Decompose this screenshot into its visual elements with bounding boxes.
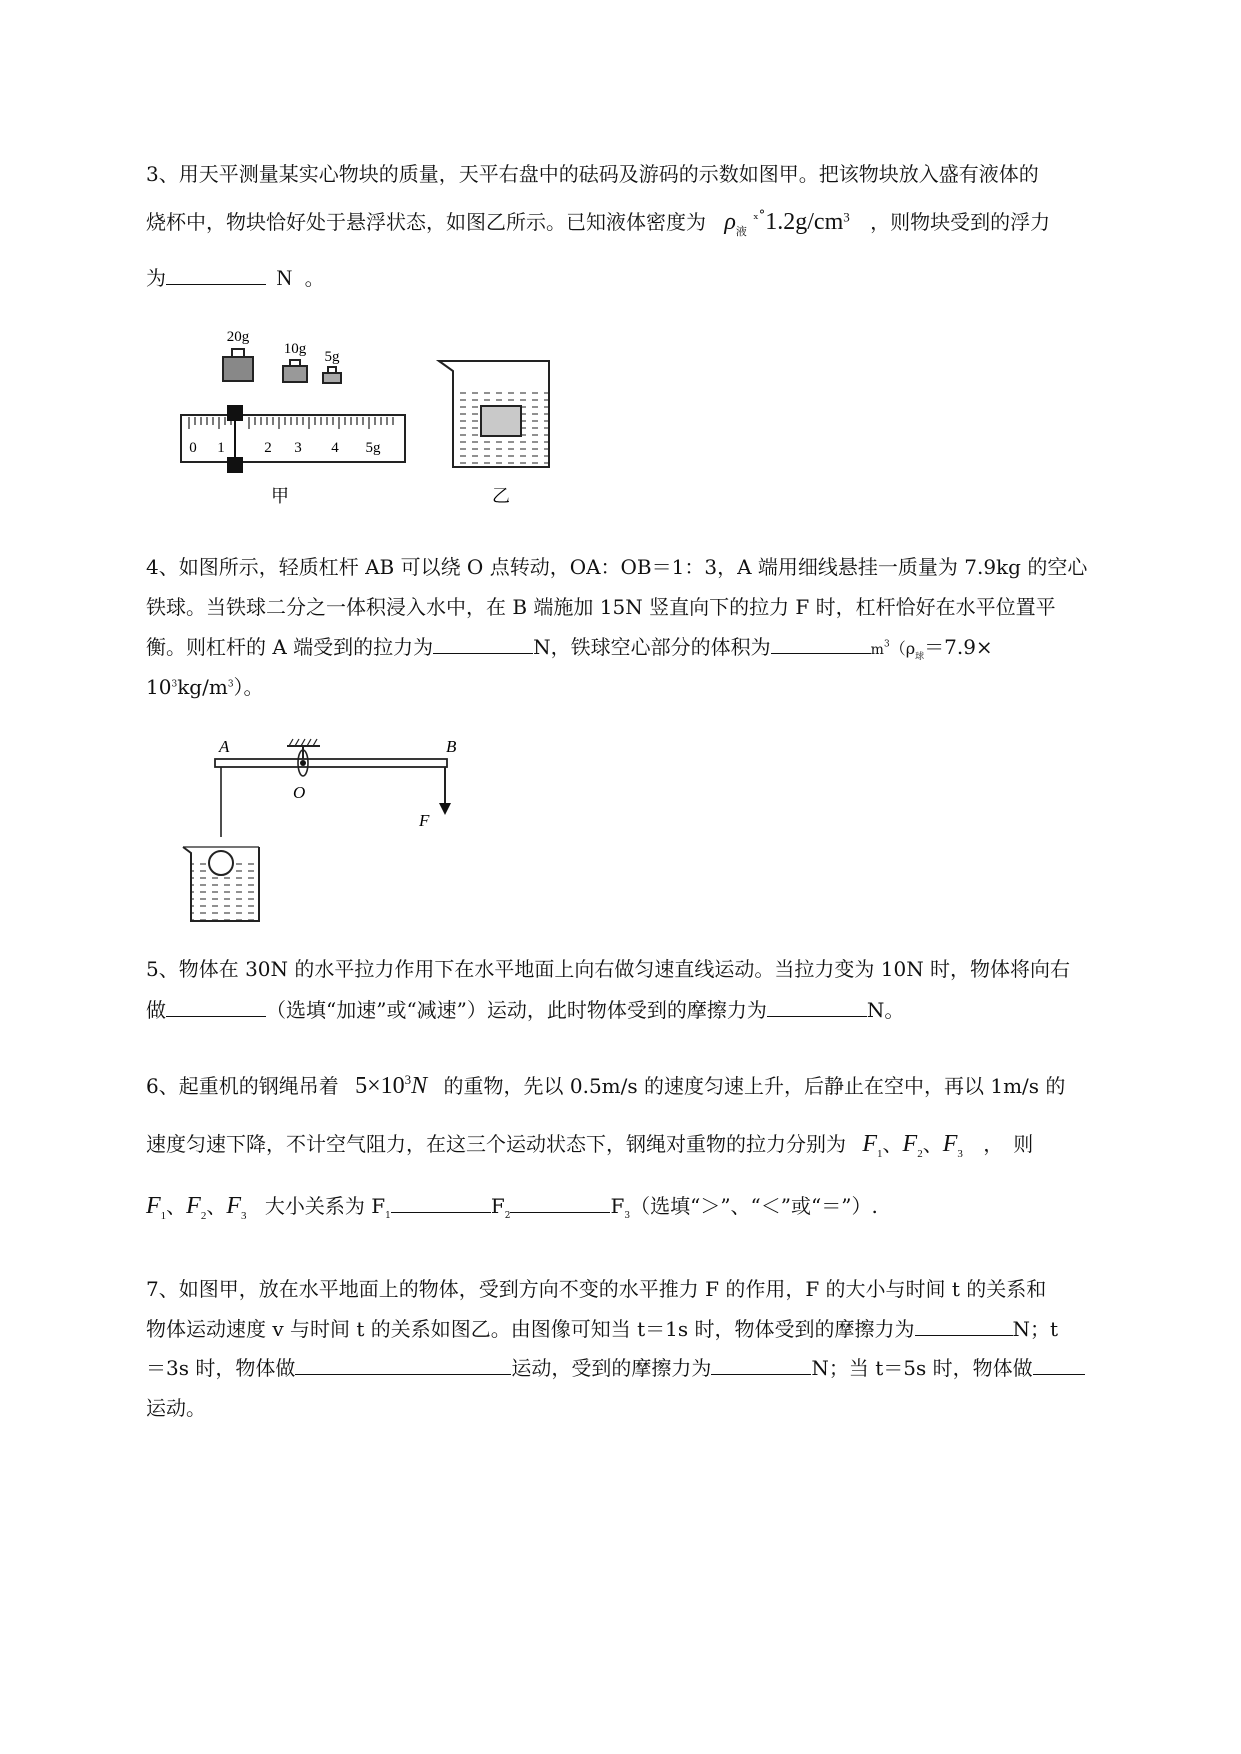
caption-jia: 甲	[271, 486, 289, 506]
force-arrow-icon	[439, 803, 451, 815]
answer-blank-q5-a[interactable]	[166, 996, 266, 1017]
q7-line-2-tail: N；t	[1012, 1317, 1059, 1341]
q6-line-1-text: 6、起重机的钢绳吊着	[146, 1074, 339, 1098]
scale-label-5g: 5g	[365, 440, 381, 456]
q7-line-2	[146, 1313, 1058, 1342]
q4-line-3	[146, 631, 993, 662]
answer-blank-q7-d[interactable]	[1033, 1354, 1085, 1375]
label-o: O	[293, 783, 306, 802]
suspended-block-icon	[481, 406, 521, 436]
figure-jia-balance	[175, 325, 415, 510]
eq-mark: ₓ°	[753, 208, 766, 223]
q5-unit: N。	[866, 998, 905, 1022]
q4-unit: kg/m	[177, 675, 228, 699]
q6-line-2	[146, 1128, 1033, 1160]
figure-yi-beaker	[435, 355, 565, 510]
scale-label-3: 3	[294, 440, 302, 456]
q3-line-1: 3、用天平测量某实心物块的质量，天平右盘中的砝码及游码的示数如图甲。把该物块放入盛有液体的	[146, 162, 1039, 186]
q5-line-2	[146, 994, 904, 1023]
rider-top-icon	[227, 405, 243, 421]
answer-blank-q4-b[interactable]	[771, 633, 871, 654]
unit-n: N	[276, 265, 293, 290]
q6-line-2-text: 速度匀速下降，不计空气阻力，在这三个运动状态下，钢绳对重物的拉力分别为	[146, 1132, 846, 1156]
weight-10g-icon	[283, 360, 307, 382]
answer-blank-q3[interactable]	[166, 264, 266, 285]
q6-line-3	[146, 1190, 878, 1222]
label-f: F	[419, 811, 430, 830]
q3-line-2-text: 烧杯中，物块恰好处于悬浮状态，如图乙所示。已知液体密度为	[146, 210, 706, 234]
answer-blank-q7-a[interactable]	[915, 1315, 1013, 1336]
q4-ten-sup: 3	[171, 679, 178, 690]
label-a: A	[219, 737, 230, 756]
q6-line-1-tail: 的重物，先以 0.5m/s 的速度匀速上升，后静止在空中，再以 1m/s 的	[443, 1074, 1066, 1098]
q4-line-3-mid: N，铁球空心部分的体积为	[533, 635, 771, 659]
q3-line-3	[146, 262, 325, 291]
answer-blank-q6-b[interactable]	[510, 1192, 610, 1213]
lever-bar	[215, 759, 447, 767]
q3-wei: 为	[146, 266, 166, 290]
q5-zuo: 做	[146, 998, 166, 1022]
forces-f1-f3-repeat: $F_1$、$F_2$、$F_3$	[146, 1193, 247, 1222]
q7-line-2-text: 物体运动速度 v 与时间 t 的关系如图乙。由图像可知当 t＝1s 时，物体受到的摩擦力为	[146, 1317, 915, 1341]
weight-label-10g: 10g	[283, 341, 307, 357]
q4-ten: 10	[146, 675, 172, 699]
answer-blank-q5-b[interactable]	[767, 996, 867, 1017]
q5-line-2-text: （选填“加速”或“减速”）运动，此时物体受到的摩擦力为	[266, 998, 767, 1022]
q6-line-3-text: 大小关系为 $F_1$	[264, 1194, 391, 1221]
iron-ball-icon	[209, 851, 233, 875]
scale-label-1: 1	[217, 440, 225, 456]
q4-rho-sub: 球	[915, 652, 925, 662]
pivot-icon	[300, 760, 306, 766]
q4-line-2: 铁球。当铁球二分之一体积浸入水中，在 B 端施加 15N 竖直向下的拉力 F 时，杠杆恰好在水平位置平	[146, 595, 1056, 619]
unit-m: m	[870, 642, 884, 658]
q6-line-1	[146, 1070, 1065, 1100]
q3-line-2	[146, 206, 1050, 239]
scale-label-2: 2	[264, 440, 272, 456]
forces-f1-f3: $F_1$、$F_2$、$F_3$	[862, 1131, 963, 1160]
q7-line-4: 运动。	[146, 1396, 206, 1420]
q6-line-2-tail: ， 则	[983, 1132, 1034, 1156]
q4-line-3-text: 衡。则杠杆的 A 端受到的拉力为	[146, 635, 434, 659]
q4-line-1: 4、如图所示，轻质杠杆 AB 可以绕 O 点转动，OA：OB＝1：3，A 端用细线悬挂一质量为 7.9kg 的空心	[146, 555, 1088, 579]
density-sup: 3	[843, 209, 850, 225]
q4-line-4	[146, 671, 264, 700]
q4-rho: （ρ	[889, 639, 916, 658]
rider-bottom-icon	[227, 457, 243, 473]
figure-lever	[175, 735, 475, 925]
q5-line-1: 5、物体在 30N 的水平拉力作用下在水平地面上向右做匀速直线运动。当拉力变为 10N 时，物体将向右	[146, 957, 1071, 981]
q7-line-3	[146, 1352, 1085, 1381]
q6-f3: $F_3$	[610, 1194, 631, 1221]
q4-density: ＝7.9×	[924, 635, 993, 659]
weight-20g-icon	[223, 349, 253, 381]
q7-line-3-mid: 运动，受到的摩擦力为	[511, 1356, 712, 1380]
q7-line-3-text: ＝3s 时，物体做	[146, 1356, 296, 1380]
weight-expression: $5\times 10^3N$	[355, 1072, 428, 1099]
rho-symbol: $\rho_液$	[724, 209, 747, 238]
answer-blank-q7-c[interactable]	[711, 1354, 811, 1375]
unit-m-sup: 3	[883, 639, 890, 650]
q4-unit-sup: 3	[227, 679, 234, 690]
q7-line-1: 7、如图甲，放在水平地面上的物体，受到方向不变的水平推力 F 的作用，F 的大小与时间 t 的关系和	[146, 1277, 1047, 1301]
q6-line-3-tail: （选填“＞”、“＜”或“＝”）.	[630, 1194, 878, 1218]
q3-period: 。	[304, 266, 325, 290]
answer-blank-q7-b[interactable]	[295, 1354, 511, 1375]
scale-label-4: 4	[331, 440, 339, 456]
q3-line-2-tail: ，则物块受到的浮力	[870, 210, 1051, 234]
answer-blank-q4-a[interactable]	[433, 633, 533, 654]
q6-f2: $F_2$	[490, 1194, 511, 1221]
weight-label-20g: 20g	[226, 329, 250, 345]
density-value: 1.2g/cm	[765, 209, 844, 235]
label-b: B	[446, 737, 457, 756]
weight-label-5g: 5g	[324, 349, 340, 365]
q7-line-3-tail: N；当 t＝5s 时，物体做	[811, 1356, 1033, 1380]
scale-label-0: 0	[189, 440, 197, 456]
answer-blank-q6-a[interactable]	[391, 1192, 491, 1213]
caption-yi: 乙	[492, 486, 510, 506]
q4-end: ）。	[233, 675, 264, 699]
weight-5g-icon	[323, 367, 341, 383]
